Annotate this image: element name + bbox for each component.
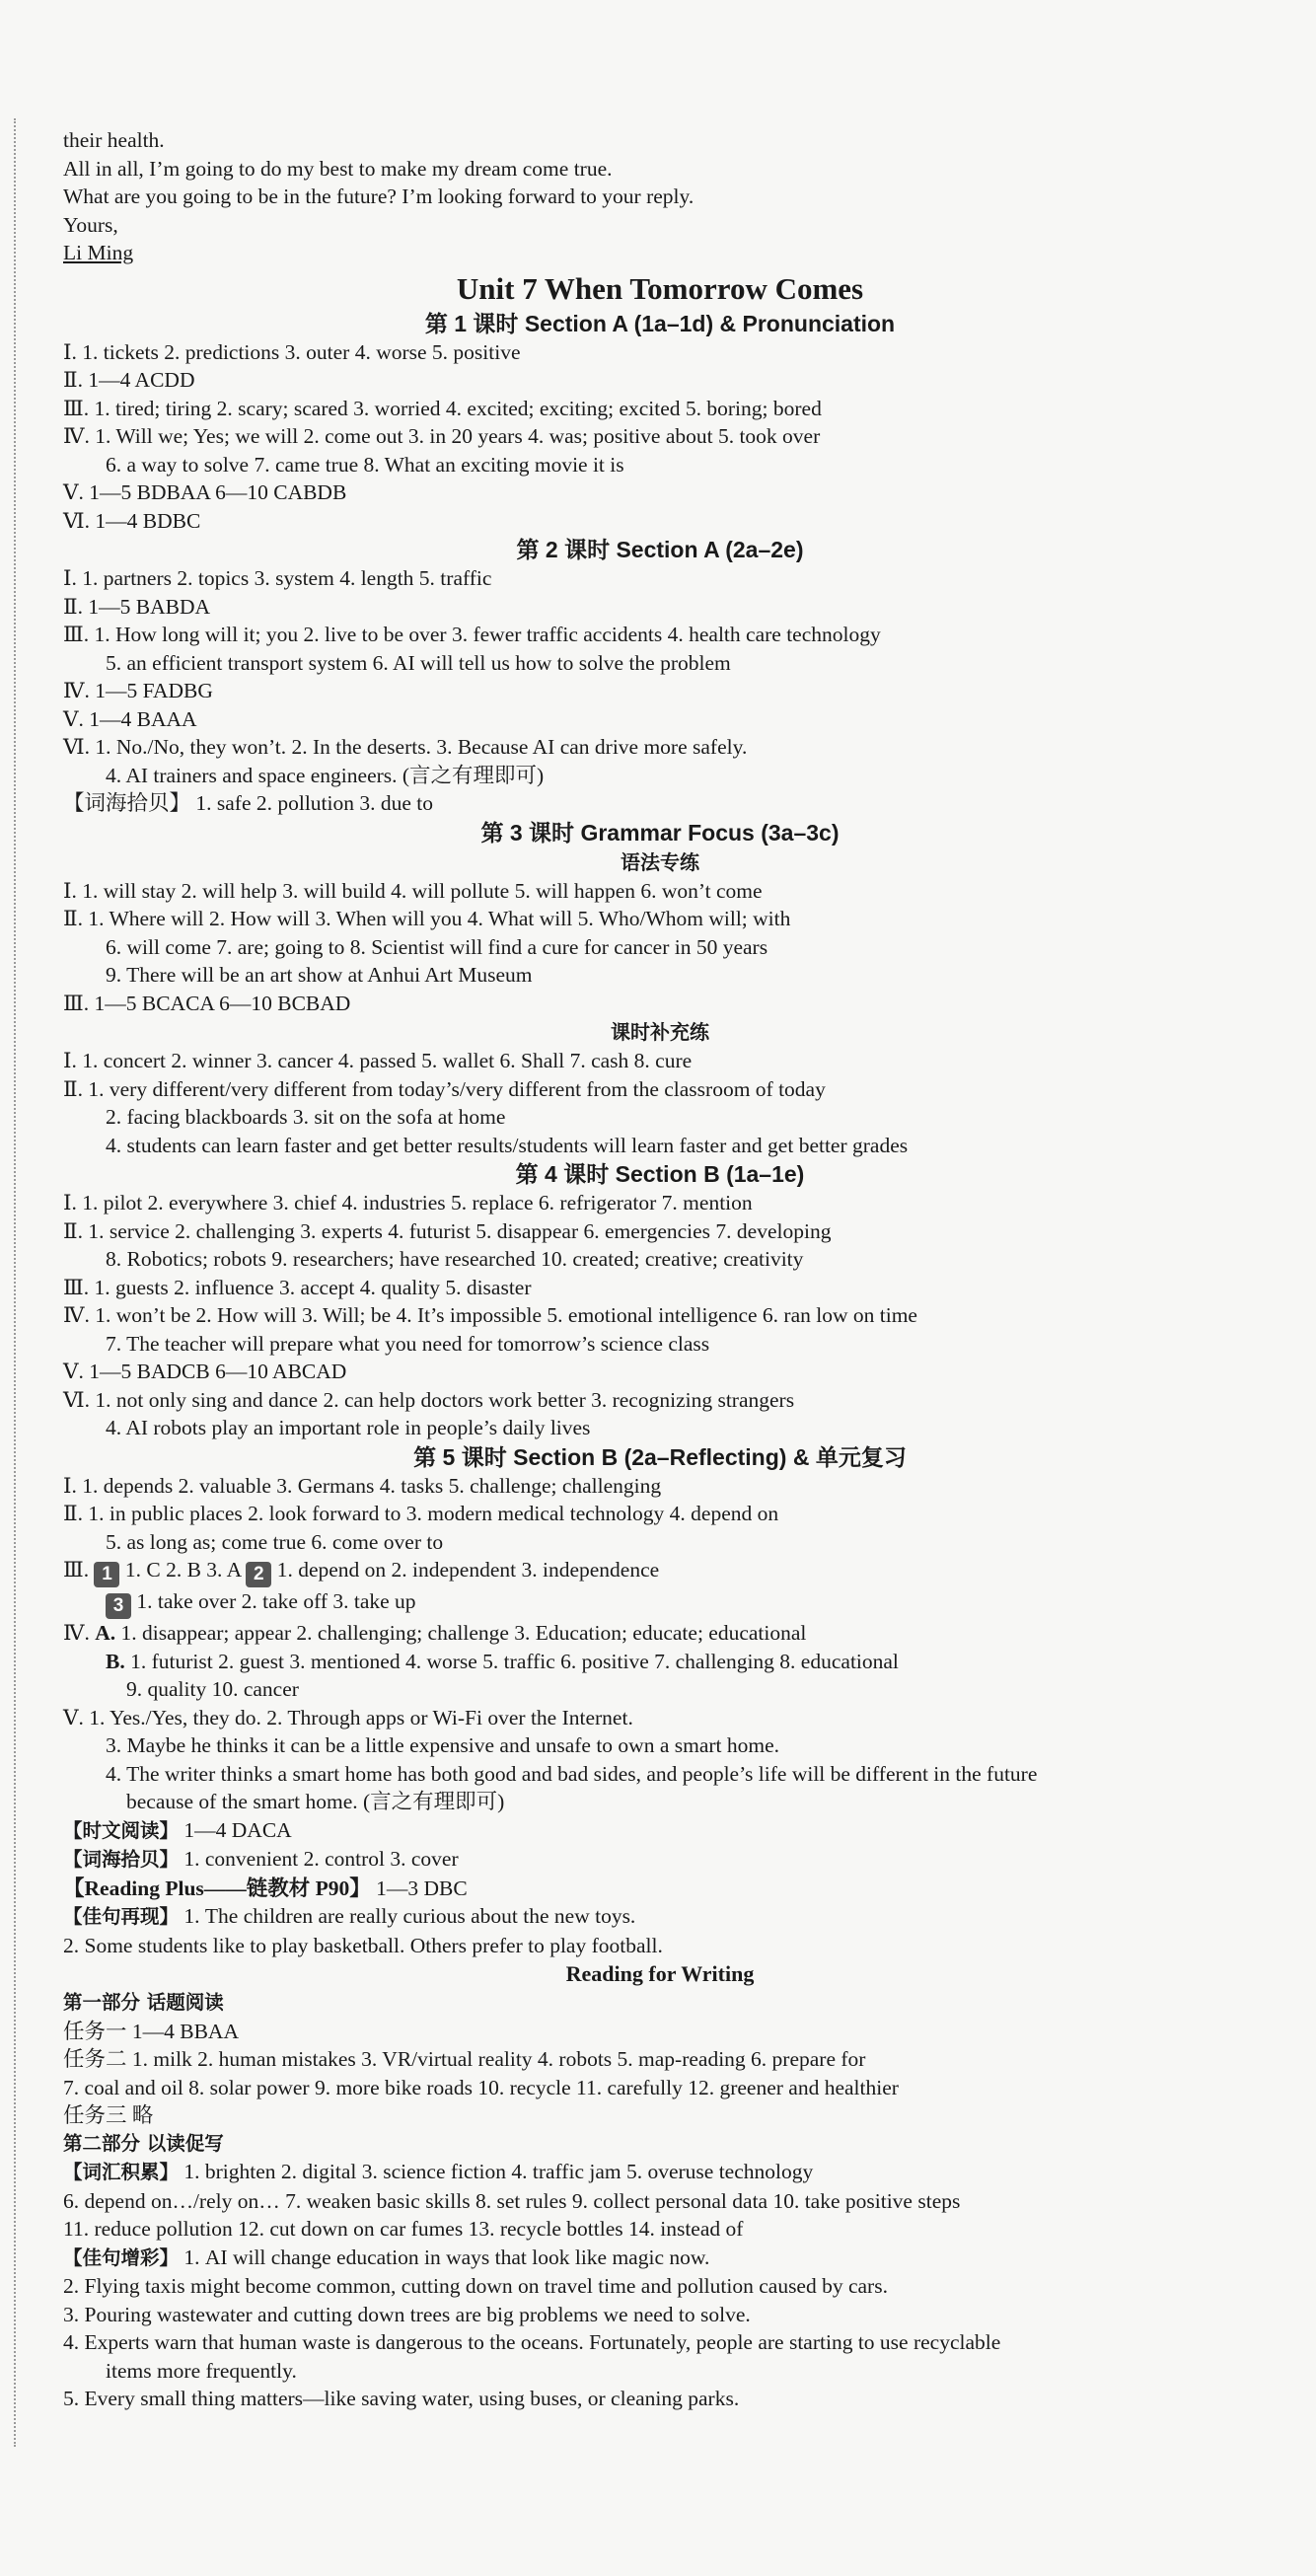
sub-heading: 课时补充练 [611, 1020, 709, 1044]
answer-line: Ⅴ. 1—5 BADCB 6—10 ABCAD [63, 1360, 347, 1383]
answer-line: 4. AI robots play an important role in people’s daily lives [106, 1416, 591, 1439]
answer-line: Ⅲ. 1 1. C 2. B 3. A 2 1. depend on 2. independent 3. independence [63, 1556, 1257, 1587]
answer-line: Ⅲ. 1—5 BCACA 6—10 BCBAD [63, 991, 351, 1015]
answer-line: 【词汇积累】 1. brighten 2. digital 3. science fiction 4. traffic jam 5. overuse technology [63, 2160, 814, 2183]
answer-line: 6. will come 7. are; going to 8. Scientist will find a cure for cancer in 50 years [106, 934, 768, 959]
intro-line: All in all, I’m going to do my best to make my dream come true. [63, 156, 613, 181]
number-box-icon: 3 [106, 1593, 131, 1619]
answer-line: Ⅰ. 1. depends 2. valuable 3. Germans 4. tasks 5. challenge; challenging [63, 1473, 662, 1498]
sub-heading: 语法专练 [621, 849, 699, 874]
answer-line: Ⅰ. 1. pilot 2. everywhere 3. chief 4. industries 5. replace 6. refrigerator 7. mention [63, 1191, 753, 1214]
answer-line: 3. Maybe he thinks it can be a little expensive and unsafe to own a smart home. [106, 1733, 780, 1757]
answer-line: Ⅱ. 1—5 BABDA [63, 594, 210, 619]
answer-line: 【佳句增彩】 1. AI will change education in ways that look like magic now. [63, 2245, 710, 2269]
answer-line: Ⅰ. 1. concert 2. winner 3. cancer 4. passed 5. wallet 6. Shall 7. cash 8. cure [63, 1049, 693, 1072]
answer-line: 11. reduce pollution 12. cut down on car fumes 13. recycle bottles 14. instead of [63, 2217, 744, 2241]
part-heading: 第一部分 话题阅读 [63, 1991, 224, 2014]
answer-line: 5. an efficient transport system 6. AI will tell us how to solve the problem [106, 650, 731, 675]
intro-line: Yours, [63, 212, 118, 237]
lesson-heading: 第 3 课时 Grammar Focus (3a–3c) [480, 819, 840, 846]
answer-line: Ⅱ. 1. very different/very different from today’s/very different from the classroom of today [63, 1076, 826, 1101]
answer-line: 9. quality 10. cancer [126, 1677, 299, 1701]
answer-line: 2. Some students like to play basketball. Others prefer to play football. [63, 1933, 663, 1957]
number-box-icon: 2 [246, 1562, 271, 1587]
answer-line: Ⅳ. 1. won’t be 2. How will 3. Will; be 4. It’s impossible 5. emotional intelligence 6. ran low on time [63, 1303, 917, 1327]
answer-line: 4. Experts warn that human waste is dangerous to the oceans. Fortunately, people are starting to use recyclable [63, 2330, 1001, 2354]
answer-line: Ⅴ. 1. Yes./Yes, they do. 2. Through apps or Wi-Fi over the Internet. [63, 1705, 633, 1730]
answer-line: Ⅴ. 1—4 BAAA [63, 706, 197, 731]
lesson-heading: 第 4 课时 Section B (1a–1e) [515, 1161, 805, 1187]
answer-line: 9. There will be an art show at Anhui Art Museum [106, 963, 533, 987]
answer-line: 5. Every small thing matters—like saving water, using buses, or cleaning parks. [63, 2387, 740, 2410]
answer-line: B. 1. futurist 2. guest 3. mentioned 4. worse 5. traffic 6. positive 7. challenging 8. educational [106, 1649, 899, 1673]
answer-line: Ⅳ. 1. Will we; Yes; we will 2. come out 3. in 20 years 4. was; positive about 5. took over [63, 424, 821, 448]
answer-line: 6. depend on…/rely on… 7. weaken basic skills 8. set rules 9. collect personal data 10. take positive steps [63, 2188, 961, 2213]
answer-line: Ⅵ. 1. not only sing and dance 2. can help doctors work better 3. recognizing strangers [63, 1387, 795, 1412]
answer-line: Ⅳ. 1—5 FADBG [63, 679, 213, 702]
answer-line: 【佳句再现】 1. The children are really curious about the new toys. [63, 1904, 636, 1928]
intro-line: What are you going to be in the future? I’m looking forward to your reply. [63, 184, 695, 208]
answer-line: 任务二 1. milk 2. human mistakes 3. VR/virtual reality 4. robots 5. map-reading 6. prepare for [63, 2047, 866, 2071]
intro-line: their health. [63, 128, 165, 152]
answer-line: 4. AI trainers and space engineers. (言之有理即可) [106, 763, 545, 787]
answer-line: 任务三 略 [63, 2103, 154, 2127]
answer-line: Ⅰ. 1. partners 2. topics 3. system 4. length 5. traffic [63, 566, 492, 590]
number-box-icon: 1 [94, 1562, 119, 1587]
margin-dotted-line [14, 118, 16, 2447]
lesson-heading: 第 1 课时 Section A (1a–1d) & Pronunciation [424, 310, 896, 336]
signature-name: Li Ming [63, 241, 134, 264]
answer-line: 3 1. take over 2. take off 3. take up [63, 1587, 1257, 1619]
answer-page [63, 126, 1257, 2413]
answer-line: 2. facing blackboards 3. sit on the sofa at home [106, 1105, 506, 1129]
answer-line: because of the smart home. (言之有理即可) [126, 1790, 505, 1813]
part-heading: 第二部分 以读促写 [63, 2131, 224, 2155]
answer-line: 8. Robotics; robots 9. researchers; have researched 10. created; creative; creativity [106, 1247, 804, 1271]
lesson-heading: 第 2 课时 Section A (2a–2e) [516, 537, 804, 562]
answer-line: Ⅱ. 1. Where will 2. How will 3. When will you 4. What will 5. Who/Whom will; with [63, 907, 791, 930]
answer-line: Ⅲ. 1. guests 2. influence 3. accept 4. quality 5. disaster [63, 1275, 532, 1299]
answer-line: Ⅳ. A. 1. disappear; appear 2. challenging; challenge 3. Education; educate; educational [63, 1621, 807, 1645]
answer-line: 【词海拾贝】 1. safe 2. pollution 3. due to [63, 791, 434, 815]
section-heading: Reading for Writing [565, 1961, 755, 1986]
answer-line: Ⅱ. 1. in public places 2. look forward to 3. modern medical technology 4. depend on [63, 1502, 779, 1525]
answer-line: Ⅲ. 1. tired; tiring 2. scary; scared 3. worried 4. excited; exciting; excited 5. boring; bored [63, 396, 822, 420]
answer-line: Ⅰ. 1. will stay 2. will help 3. will build 4. will pollute 5. will happen 6. won’t come [63, 878, 763, 903]
lesson-heading: 第 5 课时 Section B (2a–Reflecting) & 单元复习 [413, 1443, 907, 1470]
answer-line: 7. The teacher will prepare what you need for tomorrow’s science class [106, 1331, 710, 1356]
answer-line: 4. students can learn faster and get better results/students will learn faster and get better grades [106, 1133, 909, 1157]
answer-line: 7. coal and oil 8. solar power 9. more bike roads 10. recycle 11. carefully 12. greener and healthier [63, 2075, 899, 2099]
answer-line: Ⅵ. 1—4 BDBC [63, 508, 201, 533]
answer-line: Ⅰ. 1. tickets 2. predictions 3. outer 4. worse 5. positive [63, 339, 521, 364]
answer-line: Ⅵ. 1. No./No, they won’t. 2. In the deserts. 3. Because AI can drive more safely. [63, 735, 748, 759]
answer-line: 5. as long as; come true 6. come over to [106, 1529, 444, 1554]
answer-line: Ⅱ. 1—4 ACDD [63, 368, 195, 392]
answer-line: 6. a way to solve 7. came true 8. What an exciting movie it is [106, 452, 624, 477]
answer-line: Ⅴ. 1—5 BDBAA 6—10 CABDB [63, 480, 347, 504]
answer-line: 【词海拾贝】 1. convenient 2. control 3. cover [63, 1847, 459, 1871]
answer-line: 3. Pouring wastewater and cutting down trees are big problems we need to solve. [63, 2302, 751, 2326]
answer-line: 4. The writer thinks a smart home has both good and bad sides, and people’s life will be different in the future [106, 1761, 1038, 1786]
answer-line: Ⅲ. 1. How long will it; you 2. live to be over 3. fewer traffic accidents 4. health care technology [63, 623, 881, 646]
unit-title: Unit 7 When Tomorrow Comes [456, 270, 864, 306]
answer-line: items more frequently. [106, 2358, 297, 2383]
answer-line: 【时文阅读】 1—4 DACA [63, 1817, 292, 1842]
answer-line: 【Reading Plus——链教材 P90】 1—3 DBC [63, 1876, 468, 1900]
answer-line: 任务一 1—4 BBAA [63, 2019, 239, 2043]
answer-line: Ⅱ. 1. service 2. challenging 3. experts 4. futurist 5. disappear 6. emergencies 7. developing [63, 1218, 832, 1243]
answer-line: 2. Flying taxis might become common, cutting down on travel time and pollution caused by cars. [63, 2274, 888, 2298]
